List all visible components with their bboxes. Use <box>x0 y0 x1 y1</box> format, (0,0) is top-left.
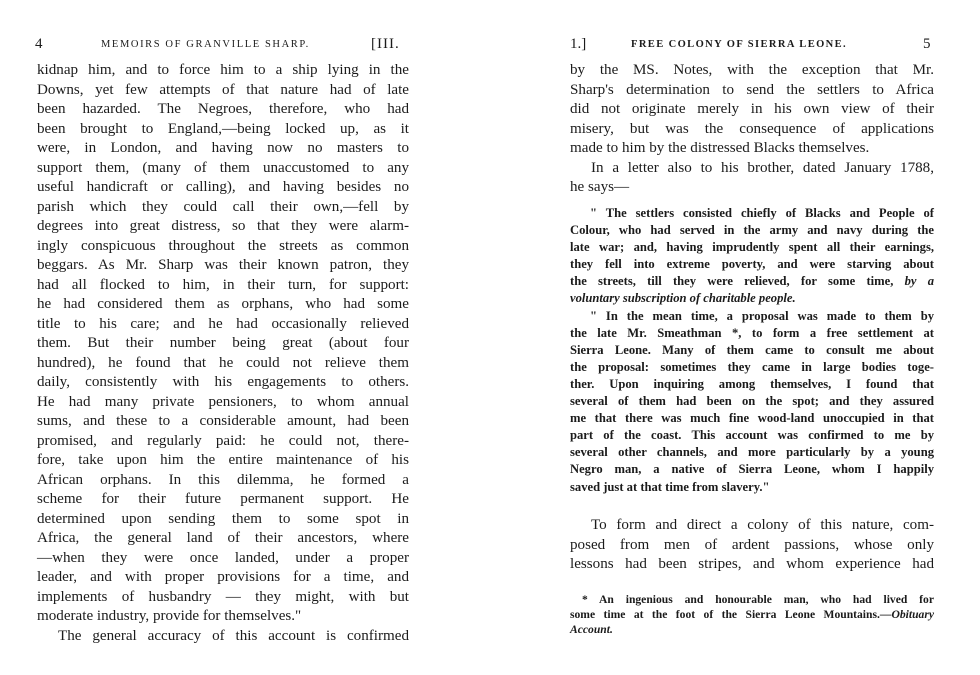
footnote-line: * An ingenious and honourable man, who had lived for <box>582 593 934 606</box>
text-line: Sharp's determination to send the settlers to Africa <box>570 81 934 98</box>
text-line: African orphans. In this dilemma, he formed a <box>37 471 409 488</box>
quote-line-italic: voluntary subscription of charitable people. <box>570 291 796 306</box>
text-line: lessons had been stripes, and whom experience had <box>570 556 934 572</box>
text-line: title to his care; and he had occasionally relieved <box>37 315 409 332</box>
text-line: had all flocked to him, in their turn, for support: <box>37 276 409 293</box>
quote-line <box>570 273 934 290</box>
text-line: sums, and these to a considerable amount, had been <box>37 413 409 429</box>
quote-line: late war; and, having imprudently spent all their earnings, <box>570 240 934 255</box>
quote-line: me that there was much fine wood-land unoccupied in that <box>570 411 934 426</box>
quoted-letter <box>570 205 934 496</box>
text-line: hundred), he found that he could not relieve them <box>37 354 409 371</box>
quote-line: " The settlers consisted chiefly of Blacks and People of <box>590 206 934 220</box>
quote-line-italic: by a <box>904 274 934 289</box>
right-page-number: 5 <box>923 36 931 52</box>
quote-line: Negro man, a native of Sierra Leone, whom I happily <box>570 462 934 477</box>
right-section-marker: 1.] <box>570 36 587 52</box>
quote-line: " In the mean time, a proposal was made to them by <box>590 308 934 323</box>
text-line: In a letter also to his brother, dated January 1788, <box>591 159 934 176</box>
quote-line: the late Mr. Smeathman *, to form a free settlement at <box>570 325 934 340</box>
text-line: To form and direct a colony of this nature, com- <box>591 517 934 533</box>
text-line: made to him by the distressed Blacks themselves. <box>570 140 870 156</box>
text-line: ingly conspicuous throughout the streets as common <box>37 237 409 254</box>
text-line: useful handicraft or calling), and having besides no <box>37 179 409 195</box>
right-page <box>490 0 980 675</box>
left-page-header <box>35 34 412 54</box>
footnote <box>570 592 934 637</box>
left-body-text <box>37 61 409 646</box>
right-body-text <box>570 61 934 198</box>
text-line: determined upon sending them to some spot in <box>37 510 409 527</box>
text-line: moderate industry, provide for themselves." <box>37 608 302 624</box>
footnote-line <box>570 607 934 622</box>
text-line: scheme for their future permanent support. He <box>37 491 409 507</box>
footnote-line-italic: Account. <box>570 623 613 636</box>
quote-line: they fell into extreme poverty, and were starving about <box>570 257 934 272</box>
text-line: parish which they could call their own,—fell by <box>37 198 409 215</box>
left-page-number: 4 <box>35 36 43 52</box>
text-line: beggars. As Mr. Sharp was their known patron, they <box>37 257 409 273</box>
text-line: promised, and regularly paid: he could not, there- <box>37 432 409 449</box>
quote-line: Sierra Leone. Many of them came to consult me about <box>570 342 934 357</box>
footnote-line-italic: Obituary <box>891 608 934 621</box>
text-line: them. But their number being great (about four <box>37 335 409 351</box>
text-line: —when they were once landed, under a proper <box>37 549 409 566</box>
text-line: daily, consistently with his engagements to others. <box>37 374 409 390</box>
text-line: fore, take upon him the entire maintenance of his <box>37 452 409 468</box>
right-page-header <box>570 34 932 54</box>
closing-paragraph <box>570 516 934 575</box>
text-line: Downs, yet few attempts of that nature had of late <box>37 81 409 98</box>
text-line: posed from men of ardent passions, whose only <box>570 536 934 553</box>
text-line: been hazarded. The Negroes, therefore, who had <box>37 101 409 117</box>
footnote-line-text: some time at the foot of the Sierra Leone Mountains.— <box>570 608 892 621</box>
text-line: Africa, the general land of their ancestors, where <box>37 530 409 546</box>
text-line: implements of husbandry — they might, with but <box>37 588 409 605</box>
text-line: he says— <box>570 179 630 195</box>
text-line: support them, (many of them unaccustomed to any <box>37 159 409 176</box>
quote-line-text: the streets, till they were relieved, for some time, <box>570 274 894 289</box>
text-line: did not originate merely in his own view of their <box>570 101 934 117</box>
quote-line: ther. Upon inquiring among themselves, I found that <box>570 376 934 391</box>
text-line: he had considered them as orphans, who had some <box>37 296 409 312</box>
text-line: were, in London, and having now no masters to <box>37 140 409 156</box>
text-line: The general accuracy of this account is confirmed <box>58 627 409 644</box>
quote-line: part of the coast. This account was confirmed to me by <box>570 428 934 443</box>
text-line: misery, but was the consequence of applications <box>570 120 934 137</box>
text-line: been brought to England,—being locked up, as it <box>37 120 409 137</box>
right-running-title: FREE COLONY OF SIERRA LEONE. <box>631 39 848 50</box>
quote-line: the proposal: sometimes they came in large bodies toge- <box>570 359 934 374</box>
text-line: kidnap him, and to force him to a ship lying in the <box>37 62 409 78</box>
left-section-marker: [III. <box>371 36 400 52</box>
text-line: degrees into great distress, so that they were alarm- <box>37 218 409 234</box>
text-line: He had many private pensioners, to whom annual <box>37 393 409 410</box>
quote-line: several other channels, and more particularly by a young <box>570 445 934 460</box>
quote-line: Colour, who had served in the army and navy during the <box>570 223 934 238</box>
left-running-title: MEMOIRS OF GRANVILLE SHARP. <box>101 39 310 50</box>
quote-line: saved just at that time from slavery." <box>570 479 770 494</box>
text-line: by the MS. Notes, with the exception that Mr. <box>570 62 934 78</box>
text-line: leader, and with proper provisions for a time, and <box>37 569 409 585</box>
quote-line: several of them had been on the spot; and they assured <box>570 394 934 409</box>
